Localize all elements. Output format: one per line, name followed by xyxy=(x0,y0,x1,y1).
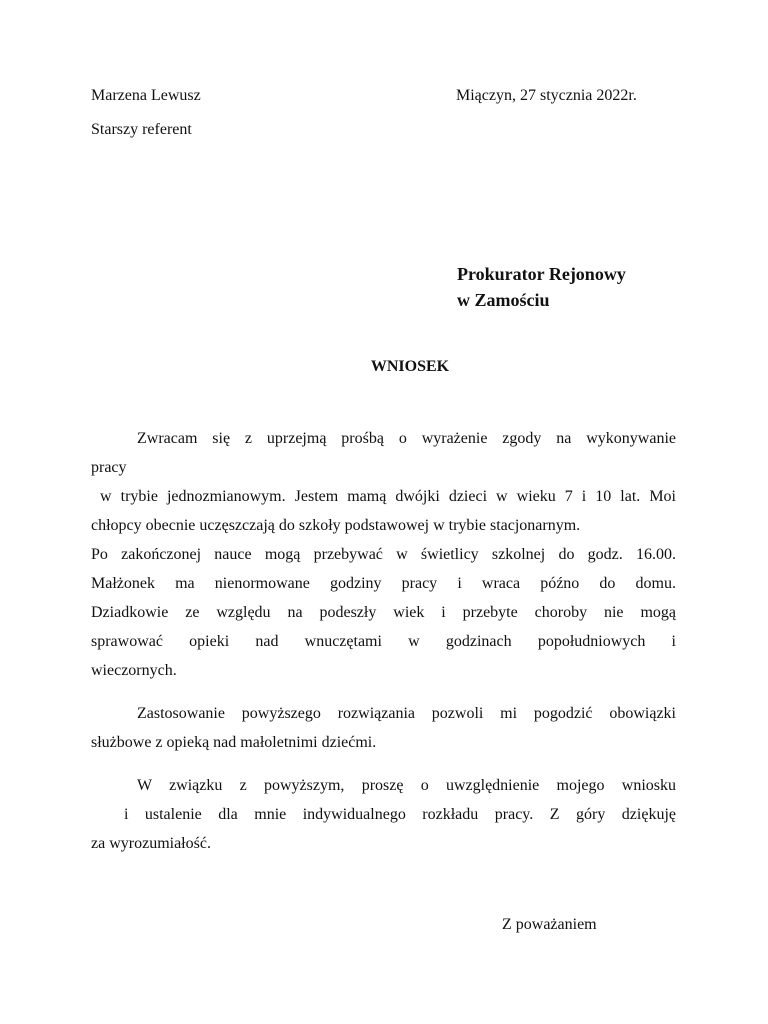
body-paragraph-2 xyxy=(91,699,676,757)
paragraph-line: Po zakończonej nauce mogą przebywać w świetlicy szkolnej do godz. 16.00. xyxy=(91,546,676,563)
body-paragraph-1 xyxy=(91,424,676,685)
paragraph-line: Dziadkowie ze względu na podeszły wiek i przebyte choroby nie mogą xyxy=(91,604,676,621)
document-title: WNIOSEK xyxy=(370,358,450,375)
recipient-block xyxy=(457,261,626,313)
recipient-line-1: Prokurator Rejonowy xyxy=(457,264,626,284)
paragraph-line: za wyrozumiałość. xyxy=(91,835,211,852)
paragraph-line: pracy xyxy=(91,459,127,476)
recipient-line-2: w Zamościu xyxy=(457,290,550,310)
sender-name: Marzena Lewusz xyxy=(91,87,201,104)
paragraph-line: służbowe z opieką nad małoletnimi dziećmi. xyxy=(91,734,377,751)
place-date: Miączyn, 27 stycznia 2022r. xyxy=(456,87,637,104)
paragraph-line: Małżonek ma nienormowane godziny pracy i wraca późno do domu. xyxy=(91,575,676,592)
paragraph-line: chłopcy obecnie uczęszczają do szkoły podstawowej w trybie stacjonarnym. xyxy=(91,517,581,534)
paragraph-line: Zastosowanie powyższego rozwiązania pozwoli mi pogodzić obowiązki xyxy=(137,705,676,722)
paragraph-line: Zwracam się z uprzejmą prośbą o wyrażenie zgody na wykonywanie xyxy=(137,430,676,447)
body-paragraph-3 xyxy=(91,771,676,858)
paragraph-line: i ustalenie dla mnie indywidualnego rozkładu pracy. Z góry dziękuję xyxy=(91,806,676,823)
paragraph-line: sprawować opieki nad wnuczętami w godzinach popołudniowych i xyxy=(91,633,676,650)
paragraph-line: W związku z powyższym, proszę o uwzględnienie mojego wniosku xyxy=(137,777,676,794)
sender-role: Starszy referent xyxy=(91,121,192,138)
paragraph-line: w trybie jednozmianowym. Jestem mamą dwójki dzieci w wieku 7 i 10 lat. Moi xyxy=(91,488,676,505)
closing-salutation: Z poważaniem xyxy=(502,916,597,933)
paragraph-line: wieczornych. xyxy=(91,662,177,679)
